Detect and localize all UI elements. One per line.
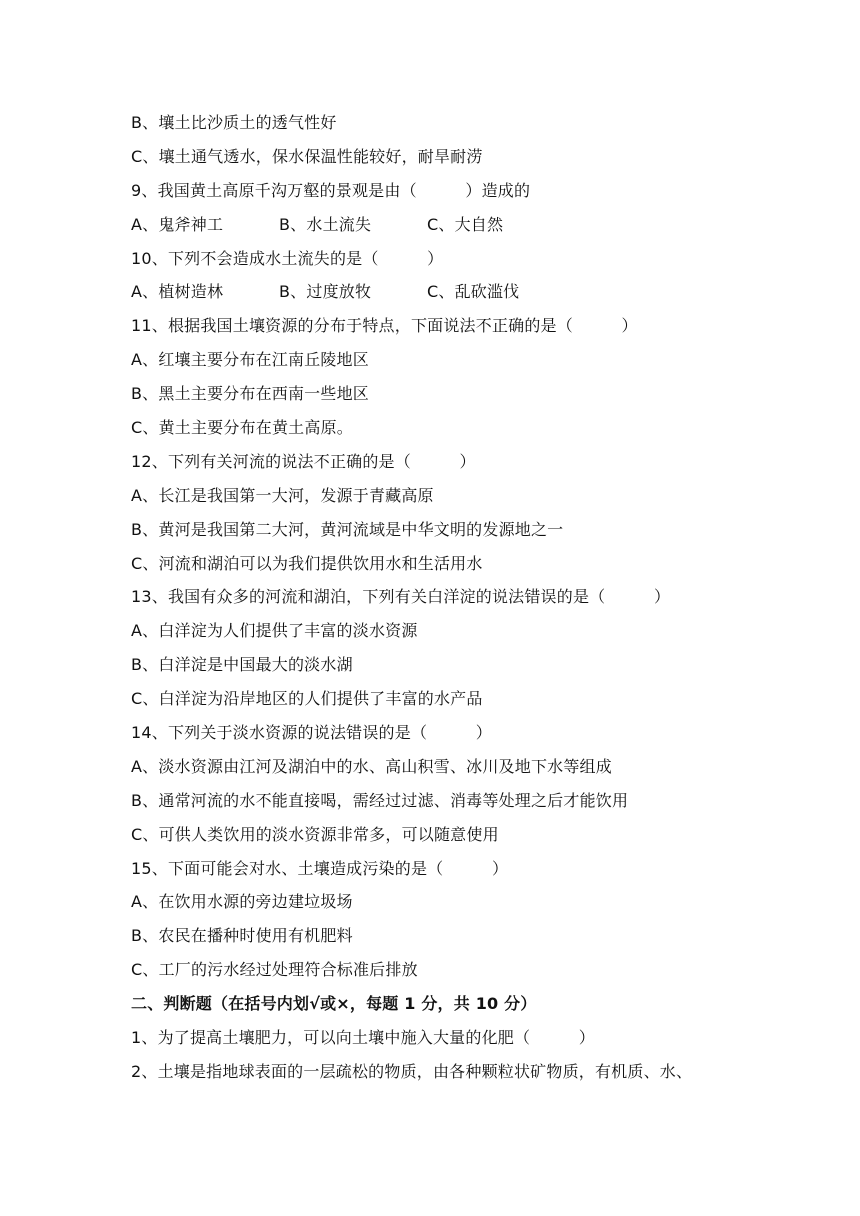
question-10-options	[131, 275, 741, 309]
q13-option-b: B、白洋淀是中国最大的淡水湖	[131, 655, 353, 675]
question-11: 11、根据我国土壤资源的分布于特点，下面说法不正确的是（ ）	[131, 316, 638, 336]
q8-option-c: C、壤土通气透水，保水保温性能较好，耐旱耐涝	[131, 146, 483, 166]
q11-option-b: B、黑土主要分布在西南一些地区	[131, 384, 369, 404]
q15-option-c: C、工厂的污水经过处理符合标准后排放	[131, 960, 418, 980]
question-12: 12、下列有关河流的说法不正确的是（ ）	[131, 451, 476, 471]
q9-option-b: B、水土流失	[279, 214, 372, 234]
q15-option-b: B、农民在播种时使用有机肥料	[131, 926, 353, 946]
section-2-heading: 二、判断题（在括号内划√或×，每题 1 分，共 10 分）	[131, 994, 537, 1014]
q12-option-b: B、黄河是我国第二大河，黄河流域是中华文明的发源地之一	[131, 519, 564, 539]
q14-option-c: C、可供人类饮用的淡水资源非常多，可以随意使用	[131, 824, 499, 844]
q9-option-c: C、大自然	[427, 214, 504, 234]
question-10: 10、下列不会造成水土流失的是（ ）	[131, 248, 444, 268]
q10-option-b: B、过度放牧	[279, 282, 372, 302]
q13-option-c: C、白洋淀为沿岸地区的人们提供了丰富的水产品	[131, 689, 483, 709]
judgment-2: 2、土壤是指地球表面的一层疏松的物质，由各种颗粒状矿物质，有机质、水、	[131, 1061, 693, 1081]
q14-option-b: B、通常河流的水不能直接喝，需经过过滤、消毒等处理之后才能饮用	[131, 790, 629, 810]
q11-option-a: A、红壤主要分布在江南丘陵地区	[131, 350, 369, 370]
q11-option-c: C、黄土主要分布在黄土高原。	[131, 418, 353, 438]
q10-option-a: A、植树造林	[131, 282, 224, 302]
document-content	[131, 106, 741, 1089]
q10-option-c: C、乱砍滥伐	[427, 282, 520, 302]
q14-option-a: A、淡水资源由江河及湖泊中的水、高山积雪、冰川及地下水等组成	[131, 756, 612, 776]
judgment-1: 1、为了提高土壤肥力，可以向土壤中施入大量的化肥（ ）	[131, 1028, 595, 1048]
question-9-options	[131, 208, 741, 242]
q13-option-a: A、白洋淀为人们提供了丰富的淡水资源	[131, 621, 418, 641]
question-14: 14、下列关于淡水资源的说法错误的是（ ）	[131, 723, 492, 743]
q9-option-a: A、鬼斧神工	[131, 214, 224, 234]
q12-option-a: A、长江是我国第一大河，发源于青藏高原	[131, 485, 434, 505]
q8-option-b: B、壤土比沙质土的透气性好	[131, 113, 337, 132]
question-9: 9、我国黄土高原千沟万壑的景观是由（ ）造成的	[131, 180, 531, 200]
question-13: 13、我国有众多的河流和湖泊，下列有关白洋淀的说法错误的是（ ）	[131, 587, 671, 607]
q15-option-a: A、在饮用水源的旁边建垃圾场	[131, 892, 353, 912]
q12-option-c: C、河流和湖泊可以为我们提供饮用水和生活用水	[131, 553, 483, 573]
question-15: 15、下面可能会对水、土壤造成污染的是（ ）	[131, 858, 509, 878]
